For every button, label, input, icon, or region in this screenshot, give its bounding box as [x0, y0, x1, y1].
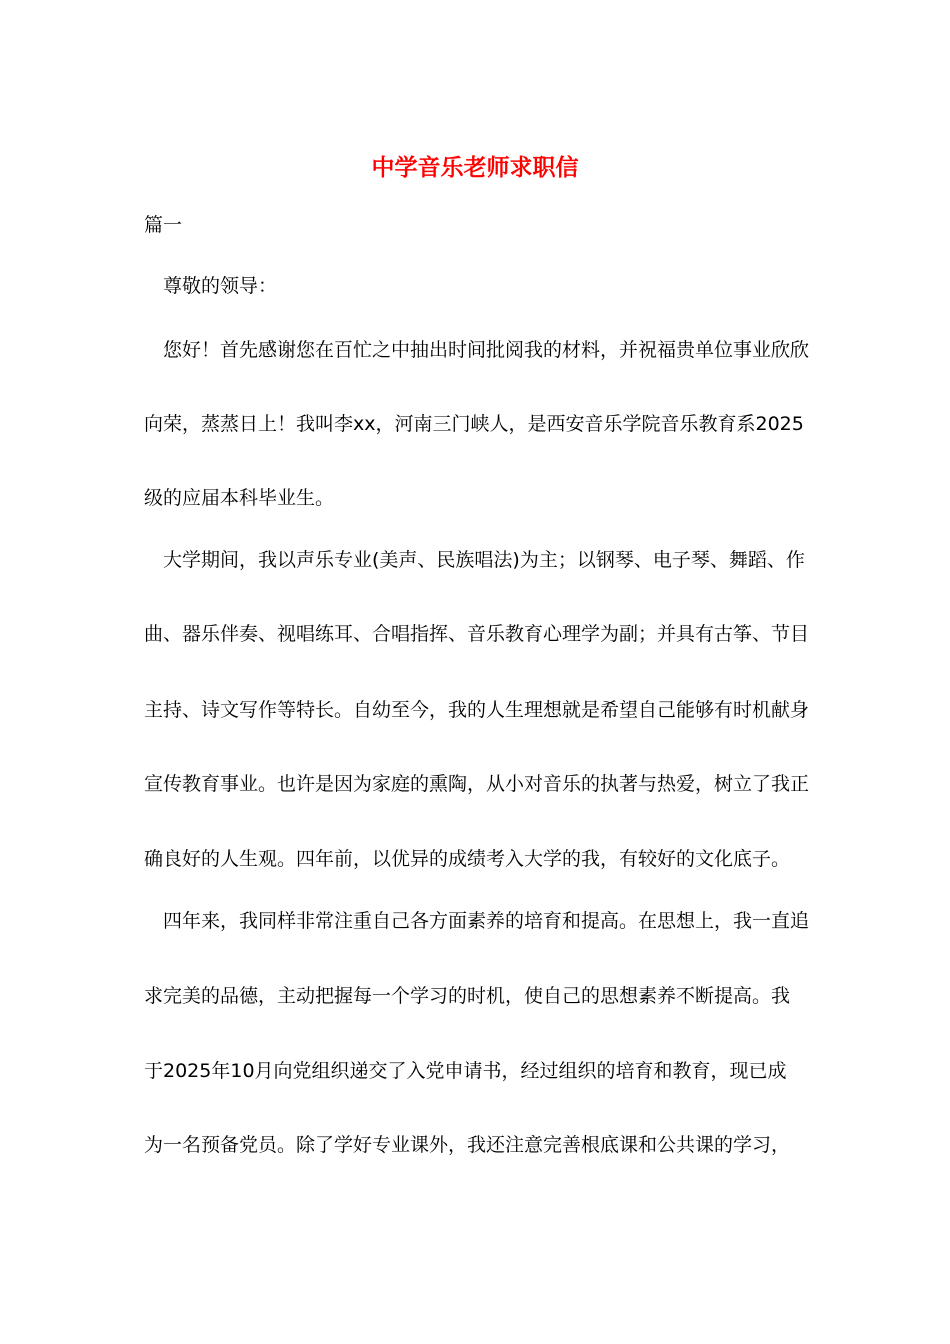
section-label: 篇一 [144, 214, 183, 236]
paragraph-line: 为一名预备党员。除了学好专业课外，我还注意完善根底课和公共课的学习， [144, 1134, 791, 1156]
paragraph-line: 曲、器乐伴奏、视唱练耳、合唱指挥、音乐教育心理学为副；并具有古筝、节目 [144, 623, 810, 645]
paragraph-line: 四年来，我同样非常注重自己各方面素养的培育和提高。在思想上，我一直追 [163, 910, 810, 932]
paragraph-line: 大学期间，我以声乐专业(美声、民族唱法)为主；以钢琴、电子琴、舞蹈、作 [163, 549, 805, 571]
paragraph-line: 确良好的人生观。四年前，以优异的成绩考入大学的我，有较好的文化底子。 [144, 848, 791, 870]
salutation: 尊敬的领导： [163, 275, 278, 297]
paragraph-line: 向荣，蒸蒸日上！我叫李xx，河南三门峡人，是西安音乐学院音乐教育系2025 [144, 413, 804, 435]
paragraph-line: 主持、诗文写作等特长。自幼至今，我的人生理想就是希望自己能够有时机献身 [144, 699, 810, 721]
paragraph-line: 您好！首先感谢您在百忙之中抽出时间批阅我的材料，并祝福贵单位事业欣欣 [163, 339, 810, 361]
paragraph-line: 宣传教育事业。也许是因为家庭的熏陶，从小对音乐的执著与热爱，树立了我正 [144, 773, 810, 795]
paragraph-line: 于2025年10月向党组织递交了入党申请书，经过组织的培育和教育，现已成 [144, 1060, 787, 1082]
paragraph-line: 级的应届本科毕业生。 [144, 487, 335, 509]
paragraph-line: 求完美的品德，主动把握每一个学习的时机，使自己的思想素养不断提高。我 [144, 985, 791, 1007]
document-title: 中学音乐老师求职信 [371, 154, 579, 181]
